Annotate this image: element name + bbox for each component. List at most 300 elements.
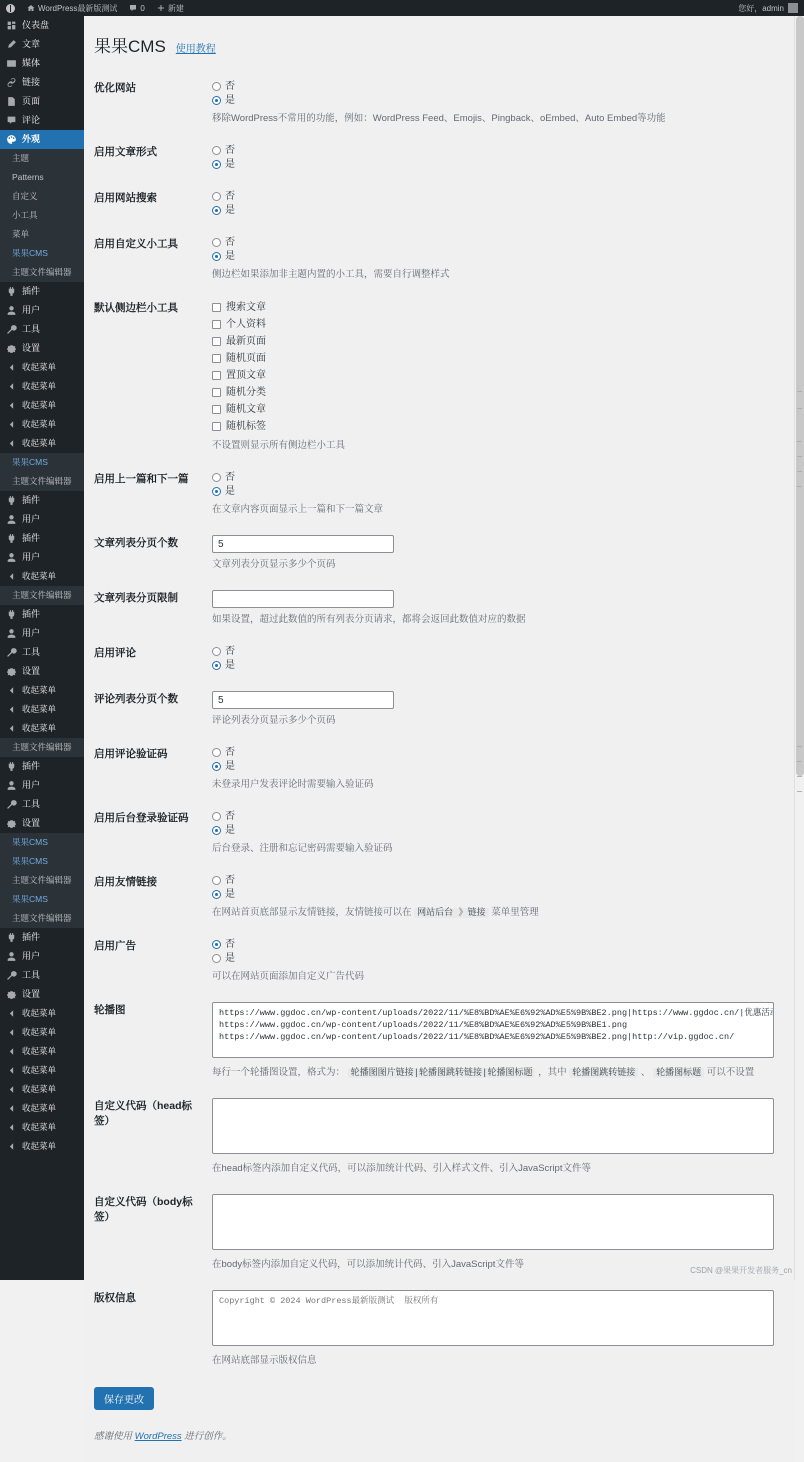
collapse-icon [6,419,17,430]
comments-menu[interactable] [123,0,150,16]
comment-per-page-desc: 评论列表分页显示多少个页码 [212,715,336,726]
radio-icon[interactable] [212,206,221,215]
sidebar-item-40[interactable] [0,776,84,795]
radio-icon[interactable] [212,748,221,757]
copyright-textarea[interactable] [212,1290,774,1346]
sidebar-item-44[interactable] [0,852,84,871]
prev-next-no[interactable]: 否 [212,471,774,484]
collapse-icon [6,1027,17,1038]
sidebar-item-18[interactable] [0,358,84,377]
sidebar-item-label: 收起菜单 [22,1084,57,1094]
sidebar-item-5[interactable] [0,111,84,130]
custom-widget-no[interactable]: 否 [212,236,774,249]
sidebar-item-41[interactable] [0,795,84,814]
checkbox-icon[interactable] [212,405,221,414]
sidebar-item-8[interactable] [0,168,84,187]
sidebar-item-label: 菜单 [12,229,30,239]
widget-option-6[interactable] [212,402,774,417]
collapse-icon [6,1122,17,1133]
head-code-textarea[interactable] [212,1098,774,1154]
widget-checkbox-group[interactable] [212,300,774,434]
widget-option-label: 随机标签 [226,421,266,432]
tutorial-link[interactable]: 使用教程 [175,44,216,55]
user-icon [6,951,17,962]
label-post-page-limit: 文章列表分页限制 [94,592,178,604]
sidebar-item-label: 主题文件编辑器 [12,267,72,277]
sidebar-item-24[interactable] [0,472,84,491]
sidebar-item-20[interactable] [0,396,84,415]
sidebar-item-22[interactable] [0,434,84,453]
sidebar-item-label: 主题文件编辑器 [12,742,72,752]
wordpress-link[interactable]: WordPress [134,1431,182,1442]
plugin-icon [6,609,17,620]
widget-option-3[interactable] [212,351,774,366]
howdy-label: 您好，admin [738,3,784,13]
tools-icon [6,324,17,335]
carousel-desc-before: 每行一个轮播图设置，格式为： [212,1067,346,1078]
settings-icon [6,989,17,1000]
site-search-no[interactable]: 否 [212,190,774,203]
collapse-icon [6,400,17,411]
my-account-menu[interactable] [738,3,804,14]
widget-option-2[interactable] [212,334,774,349]
friend-links-no[interactable]: 否 [212,874,774,887]
row-custom-widget [94,227,784,291]
checkbox-icon[interactable] [212,388,221,397]
sidebar-item-6[interactable] [0,130,84,149]
radio-icon[interactable] [212,487,221,496]
sidebar-item-11[interactable] [0,225,84,244]
radio-icon[interactable] [212,890,221,899]
radio-icon[interactable] [212,82,221,91]
sidebar-item-50[interactable] [0,966,84,985]
new-content-menu[interactable] [151,0,190,16]
collapse-icon [6,685,17,696]
field-copyright [212,1281,784,1377]
sidebar-item-label: 插件 [22,761,41,771]
label-custom-widget: 启用自定义小工具 [94,238,178,250]
sidebar-item-31[interactable] [0,605,84,624]
wordpress-logo-icon [6,4,15,13]
tools-icon [6,799,17,810]
label-enable-comment: 启用评论 [94,647,136,659]
copyright-desc: 在网站底部显示版权信息 [212,1355,317,1366]
admin-captcha-yes[interactable]: 是 [212,824,774,837]
friend-links-desc [212,906,774,920]
comment-captcha-yes[interactable]: 是 [212,760,774,773]
sidebar-item-label: 收起菜单 [22,1141,57,1151]
label-optimize: 优化网站 [94,82,136,94]
field-custom-widget [212,227,784,291]
user-icon [6,305,17,316]
checkbox-icon[interactable] [212,371,221,380]
sidebar-item-7[interactable] [0,149,84,168]
widget-option-5[interactable] [212,385,774,400]
sidebar-item-label: 用户 [22,552,41,562]
sidebar-item-label: 插件 [22,495,41,505]
optimize-no[interactable]: 否 [212,80,774,93]
collapse-icon [6,438,17,449]
field-head-code [212,1089,784,1185]
sidebar-item-label: 用户 [22,514,41,524]
sidebar-item-17[interactable] [0,339,84,358]
widget-option-1[interactable] [212,317,774,332]
comment-per-page-input[interactable] [212,691,394,709]
sidebar-item-23[interactable] [0,453,84,472]
sidebar-item-21[interactable] [0,415,84,434]
sidebar-item-52[interactable] [0,1004,84,1023]
sidebar-item-38[interactable] [0,738,84,757]
custom-widget-desc: 侧边栏如果添加非主题内置的小工具，需要自行调整样式 [212,269,450,280]
main-content [84,16,794,1462]
label-site-search: 启用网站搜索 [94,192,157,204]
carousel-textarea[interactable] [212,1002,774,1058]
row-copyright [94,1281,784,1377]
friend-links-desc-after: 菜单里管理 [491,907,539,918]
admin-sidebar-menu[interactable] [0,16,84,1280]
post-icon [6,39,17,50]
field-comment-captcha [212,737,784,801]
sidebar-item-25[interactable] [0,491,84,510]
field-optimize [212,71,784,135]
radio-icon[interactable] [212,940,221,949]
sidebar-item-42[interactable] [0,814,84,833]
sidebar-item-label: 媒体 [22,58,41,68]
ads-desc: 可以在网站页面添加自定义广告代码 [212,971,365,982]
sidebar-item-19[interactable] [0,377,84,396]
sidebar-item-28[interactable] [0,548,84,567]
prev-next-yes[interactable]: 是 [212,485,774,498]
sidebar-item-label: 评论 [22,115,41,125]
row-prev-next [94,462,784,526]
sidebar-item-label: 收起菜单 [22,571,57,581]
sidebar-item-label: 设置 [22,343,41,353]
sidebar-item-54[interactable] [0,1042,84,1061]
ads-yes[interactable]: 是 [212,952,774,965]
field-friend-links [212,865,784,929]
avatar [788,3,798,13]
sidebar-item-29[interactable] [0,567,84,586]
radio-icon[interactable] [212,661,221,670]
sidebar-item-label: 主题文件编辑器 [12,590,72,600]
carousel-desc [212,1066,774,1080]
sidebar-item-36[interactable] [0,700,84,719]
sidebar-item-label: 果果CMS [12,248,48,258]
row-default-sidebar-widgets [94,291,784,462]
label-carousel: 轮播图 [94,1004,126,1016]
sidebar-item-label: 收起菜单 [22,1122,57,1132]
sidebar-item-2[interactable] [0,54,84,73]
sidebar-item-label: 收起菜单 [22,1027,57,1037]
widget-option-0[interactable] [212,300,774,315]
widget-option-label: 随机分类 [226,387,266,398]
radio-icon[interactable] [212,160,221,169]
sidebar-item-57[interactable] [0,1099,84,1118]
post-format-no[interactable]: 否 [212,144,774,157]
checkbox-icon[interactable] [212,303,221,312]
settings-icon [6,343,17,354]
post-per-page-input[interactable] [212,535,394,553]
post-format-yes[interactable]: 是 [212,158,774,171]
sidebar-item-34[interactable] [0,662,84,681]
checkbox-icon[interactable] [212,422,221,431]
carousel-desc-mid2: 、 [640,1067,651,1078]
field-prev-next [212,462,784,526]
label-post-per-page: 文章列表分页个数 [94,537,178,549]
widget-option-4[interactable] [212,368,774,383]
enable-comment-no[interactable]: 否 [212,645,774,658]
label-body-code: 自定义代码（body标签） [94,1196,193,1223]
sidebar-item-26[interactable] [0,510,84,529]
sidebar-item-47[interactable] [0,909,84,928]
sidebar-item-label: 果果CMS [12,894,48,904]
comments-count: 0 [140,3,145,13]
label-default-sidebar-widgets: 默认侧边栏小工具 [94,302,178,314]
admin-captcha-desc: 后台登录、注册和忘记密码需要输入验证码 [212,843,393,854]
sidebar-item-30[interactable] [0,586,84,605]
sidebar-item-label: 果果CMS [12,837,48,847]
post-page-limit-input[interactable] [212,590,394,608]
sidebar-item-48[interactable] [0,928,84,947]
sidebar-item-1[interactable] [0,35,84,54]
head-code-desc: 在head标签内添加自定义代码，可以添加统计代码、引入样式文件、引入JavaScript文件等 [212,1163,591,1174]
sidebar-item-label: 收起菜单 [22,438,57,448]
field-comment-per-page [212,682,784,737]
sidebar-item-56[interactable] [0,1080,84,1099]
sidebar-item-14[interactable] [0,282,84,301]
collapse-icon [6,571,17,582]
carousel-desc-after: 可以不设置 [706,1067,755,1078]
collapse-icon [6,1065,17,1076]
row-post-format [94,135,784,181]
field-post-per-page [212,526,784,581]
plus-icon [157,4,165,12]
row-site-search [94,181,784,227]
settings-icon [6,666,17,677]
sidebar-item-label: 工具 [22,324,41,334]
radio-icon[interactable] [212,647,221,656]
body-code-desc: 在body标签内添加自定义代码，可以添加统计代码、引入JavaScript文件等 [212,1259,524,1270]
row-comment-per-page [94,682,784,737]
sidebar-item-10[interactable] [0,206,84,225]
user-icon [6,514,17,525]
plugin-icon [6,286,17,297]
sidebar-item-49[interactable] [0,947,84,966]
radio-icon[interactable] [212,812,221,821]
sidebar-item-0[interactable] [0,16,84,35]
friend-links-desc-before: 在网站首页底部显示友情链接，友情链接可以在 [212,907,412,918]
collapse-icon [6,381,17,392]
label-friend-links: 启用友情链接 [94,876,157,888]
footer-prefix: 感谢使用 [94,1431,133,1442]
page-title [94,32,784,57]
collapse-icon [6,1103,17,1114]
row-ads [94,929,784,993]
sidebar-item-label: 外观 [22,134,41,144]
footer-suffix: 进行创作。 [184,1431,232,1442]
row-head-code [94,1089,784,1185]
widget-option-7[interactable] [212,419,774,434]
sidebar-item-label: 收起菜单 [22,381,57,391]
sidebar-item-label: 小工具 [12,210,38,220]
sidebar-item-45[interactable] [0,871,84,890]
sidebar-item-27[interactable] [0,529,84,548]
sidebar-item-43[interactable] [0,833,84,852]
row-admin-captcha [94,801,784,865]
save-changes-button[interactable]: 保存更改 [94,1387,154,1410]
comment-bubble-icon [129,4,137,12]
sidebar-item-33[interactable] [0,643,84,662]
sidebar-item-label: 插件 [22,932,41,942]
sidebar-item-label: 文章 [22,39,41,49]
sidebar-item-label: 工具 [22,647,41,657]
collapse-icon [6,723,17,734]
sidebar-item-58[interactable] [0,1118,84,1137]
sidebar-item-59[interactable] [0,1137,84,1156]
sidebar-item-label: 主题 [12,153,30,163]
row-comment-captcha [94,737,784,801]
sidebar-item-46[interactable] [0,890,84,909]
sidebar-item-37[interactable] [0,719,84,738]
sidebar-item-15[interactable] [0,301,84,320]
sidebar-item-16[interactable] [0,320,84,339]
comment-captcha-desc: 未登录用户发表评论时需要输入验证码 [212,779,374,790]
plugin-icon [6,761,17,772]
user-icon [6,552,17,563]
row-post-per-page [94,526,784,581]
wp-logo-menu[interactable] [0,0,21,16]
new-content-label: 新建 [167,3,184,13]
radio-icon[interactable] [212,954,221,963]
sidebar-item-9[interactable] [0,187,84,206]
radio-icon[interactable] [212,96,221,105]
radio-icon[interactable] [212,762,221,771]
sidebar-item-label: 设置 [22,666,41,676]
label-comment-captcha: 启用评论验证码 [94,748,168,760]
sidebar-item-label: 收起菜单 [22,723,57,733]
radio-icon[interactable] [212,876,221,885]
row-body-code [94,1185,784,1281]
row-friend-links [94,865,784,929]
enable-comment-yes[interactable]: 是 [212,659,774,672]
checkbox-icon[interactable] [212,354,221,363]
admin-bar [0,0,804,16]
radio-icon[interactable] [212,252,221,261]
sidebar-item-label: 收起菜单 [22,362,57,372]
carousel-desc-code2: 轮播图跳转链接 [569,1068,638,1078]
page-title-text: 果果CMS [94,37,166,56]
checkbox-icon[interactable] [212,337,221,346]
sidebar-item-label: 收起菜单 [22,704,57,714]
plugin-icon [6,932,17,943]
widget-option-label: 随机页面 [226,353,266,364]
sidebar-item-label: 用户 [22,628,41,638]
sidebar-item-4[interactable] [0,92,84,111]
sidebar-item-label: Patterns [12,172,44,182]
prev-next-desc: 在文章内容页面显示上一篇和下一篇文章 [212,504,384,515]
site-name-label: WordPress最新版测试 [38,3,118,13]
row-post-page-limit [94,581,784,636]
widget-option-label: 搜索文章 [226,302,266,313]
plugin-icon [6,495,17,506]
sidebar-item-label: 链接 [22,77,41,87]
sidebar-item-35[interactable] [0,681,84,700]
widget-option-label: 随机文章 [226,404,266,415]
radio-icon[interactable] [212,826,221,835]
sidebar-item-label: 自定义 [12,191,38,201]
admin-captcha-no[interactable]: 否 [212,810,774,823]
post-per-page-desc: 文章列表分页显示多少个页码 [212,559,336,570]
row-optimize [94,71,784,135]
site-search-yes[interactable]: 是 [212,204,774,217]
collapse-icon [6,362,17,373]
user-icon [6,628,17,639]
body-code-textarea[interactable] [212,1194,774,1250]
sidebar-item-12[interactable] [0,244,84,263]
collapse-icon [6,1084,17,1095]
page-scrollbar[interactable] [794,16,804,1280]
sidebar-item-label: 收起菜单 [22,1008,57,1018]
sidebar-item-32[interactable] [0,624,84,643]
sidebar-item-label: 主题文件编辑器 [12,913,72,923]
sidebar-item-label: 果果CMS [12,856,48,866]
user-icon [6,780,17,791]
radio-icon[interactable] [212,238,221,247]
sidebar-item-label: 收起菜单 [22,1103,57,1113]
custom-widget-yes[interactable]: 是 [212,250,774,263]
sidebar-item-13[interactable] [0,263,84,282]
field-admin-captcha [212,801,784,865]
watermark-text: CSDN @果果开发者服务_cn [690,1266,792,1275]
sidebar-item-label: 用户 [22,305,41,315]
ads-no[interactable]: 否 [212,938,774,951]
radio-icon[interactable] [212,146,221,155]
sidebar-item-label: 果果CMS [12,457,48,467]
sidebar-item-label: 用户 [22,780,41,790]
sidebar-item-label: 主题文件编辑器 [12,476,72,486]
scrollbar-thumb[interactable] [796,16,804,776]
site-name-menu[interactable] [21,0,123,16]
widget-option-label: 个人资料 [226,319,266,330]
optimize-yes[interactable]: 是 [212,94,774,107]
field-default-sidebar-widgets [212,291,784,462]
comment-captcha-no[interactable]: 否 [212,746,774,759]
settings-icon [6,818,17,829]
sidebar-item-51[interactable] [0,985,84,1004]
collapse-icon [6,1141,17,1152]
field-ads [212,929,784,993]
sidebar-item-label: 插件 [22,533,41,543]
sidebar-item-label: 页面 [22,96,41,106]
friend-links-yes[interactable]: 是 [212,888,774,901]
checkbox-icon[interactable] [212,320,221,329]
sidebar-item-label: 设置 [22,989,41,999]
sidebar-item-label: 设置 [22,818,41,828]
sidebar-item-3[interactable] [0,73,84,92]
sidebar-item-53[interactable] [0,1023,84,1042]
tools-icon [6,970,17,981]
radio-icon[interactable] [212,192,221,201]
label-admin-captcha: 启用后台登录验证码 [94,812,189,824]
sidebar-item-55[interactable] [0,1061,84,1080]
post-page-limit-desc: 如果设置，超过此数值的所有列表分页请求，都将会返回此数值对应的数据 [212,614,526,625]
label-copyright: 版权信息 [94,1292,136,1304]
collapse-icon [6,1046,17,1057]
radio-icon[interactable] [212,473,221,482]
field-site-search [212,181,784,227]
carousel-desc-code3: 轮播图标题 [653,1068,704,1078]
sidebar-item-39[interactable] [0,757,84,776]
